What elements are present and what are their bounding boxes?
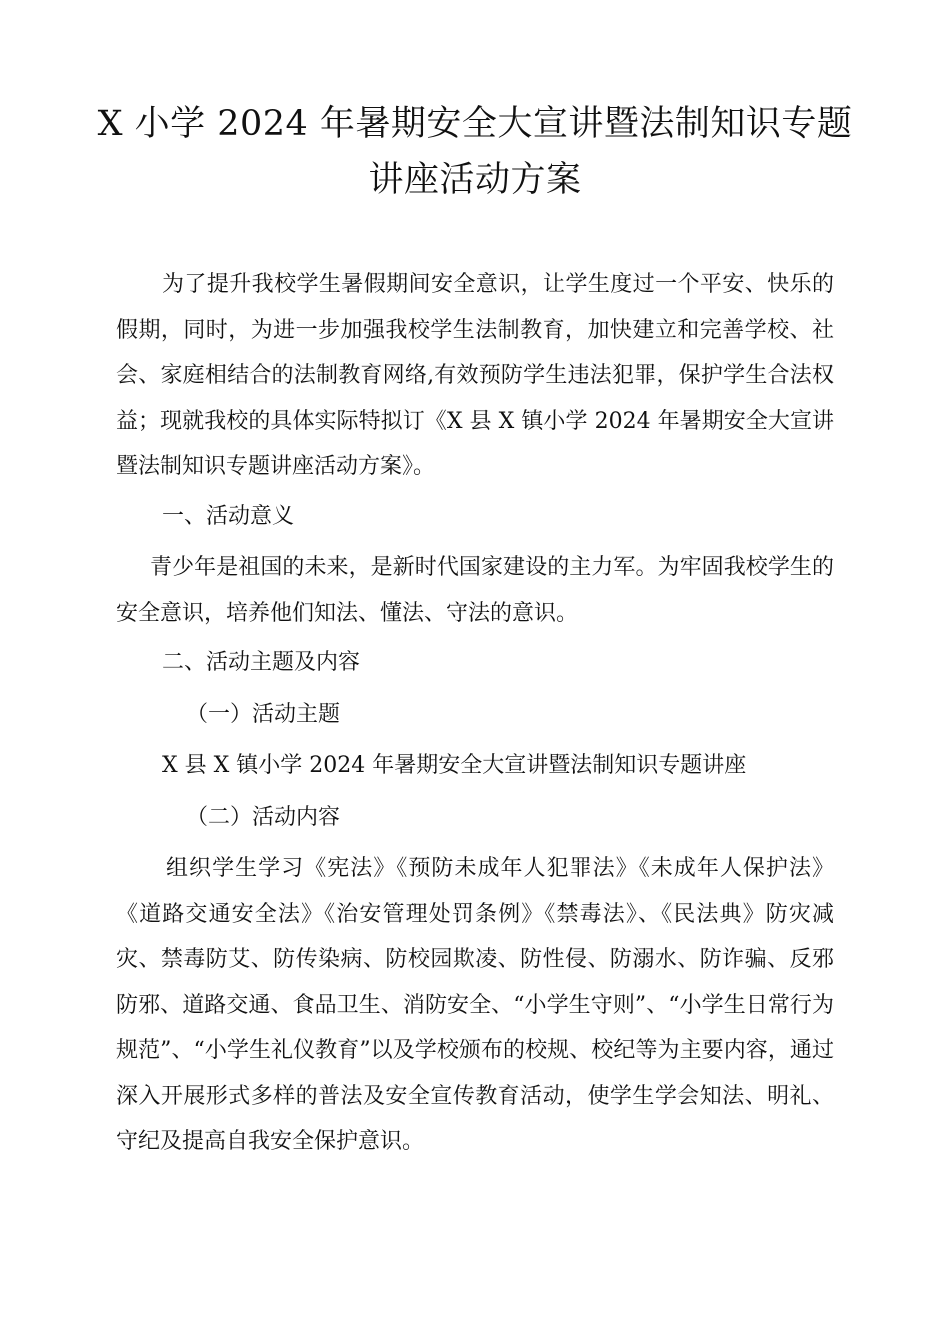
section-heading-significance: 一、活动意义 [162,503,295,529]
subsection-heading-theme: （一）活动主题 [186,701,341,727]
document-body [116,262,834,1165]
title-line-2: 讲座活动方案 [368,160,582,200]
intro-paragraph: 为了提升我校学生暑假期间安全意识，让学生度过一个平安、快乐的假期，同时，为进一步加强我校学生法制教育，加快建立和完善学校、社会、家庭相结合的法制教育网络,有效预防学生违法犯罪，保护学生合法权益；现就我校的具体实际特拟订《X 县 X 镇小学 2024 年暑期安全大宣讲暨法制知识专题讲座活动方案》。 [116,272,834,479]
subsection-heading-content: （二）活动内容 [186,804,341,830]
content-paragraph: 组织学生学习《宪法》《预防未成年人犯罪法》《未成年人保护法》《道路交通安全法》《治安管理处罚条例》《禁毒法》、《民法典》防灾减灾、禁毒防艾、防传染病、防校园欺凌、防性侵、防溺水、防诈骗、反邪防邪、道路交通、食品卫生、消防安全、“小学生守则”、“小学生日常行为规范”、“小学生礼仪教育”以及学校颁布的校规、校纪等为主要内容，通过深入开展形式多样的普法及安全宣传教育活动，使学生学会知法、明礼、守纪及提高自我安全保护意识。 [116,856,834,1154]
title-line-1: X 小学 2024 年暑期安全大宣讲暨法制知识专题 [97,104,853,144]
section-heading-theme-content: 二、活动主题及内容 [162,650,361,675]
theme-text: X 县 X 镇小学 2024 年暑期安全大宣讲暨法制知识专题讲座 [162,753,747,778]
significance-paragraph: 青少年是祖国的未来，是新时代国家建设的主力军。为牢固我校学生的安全意识，培养他们知法、懂法、守法的意识。 [116,555,834,626]
document-title [90,96,860,208]
